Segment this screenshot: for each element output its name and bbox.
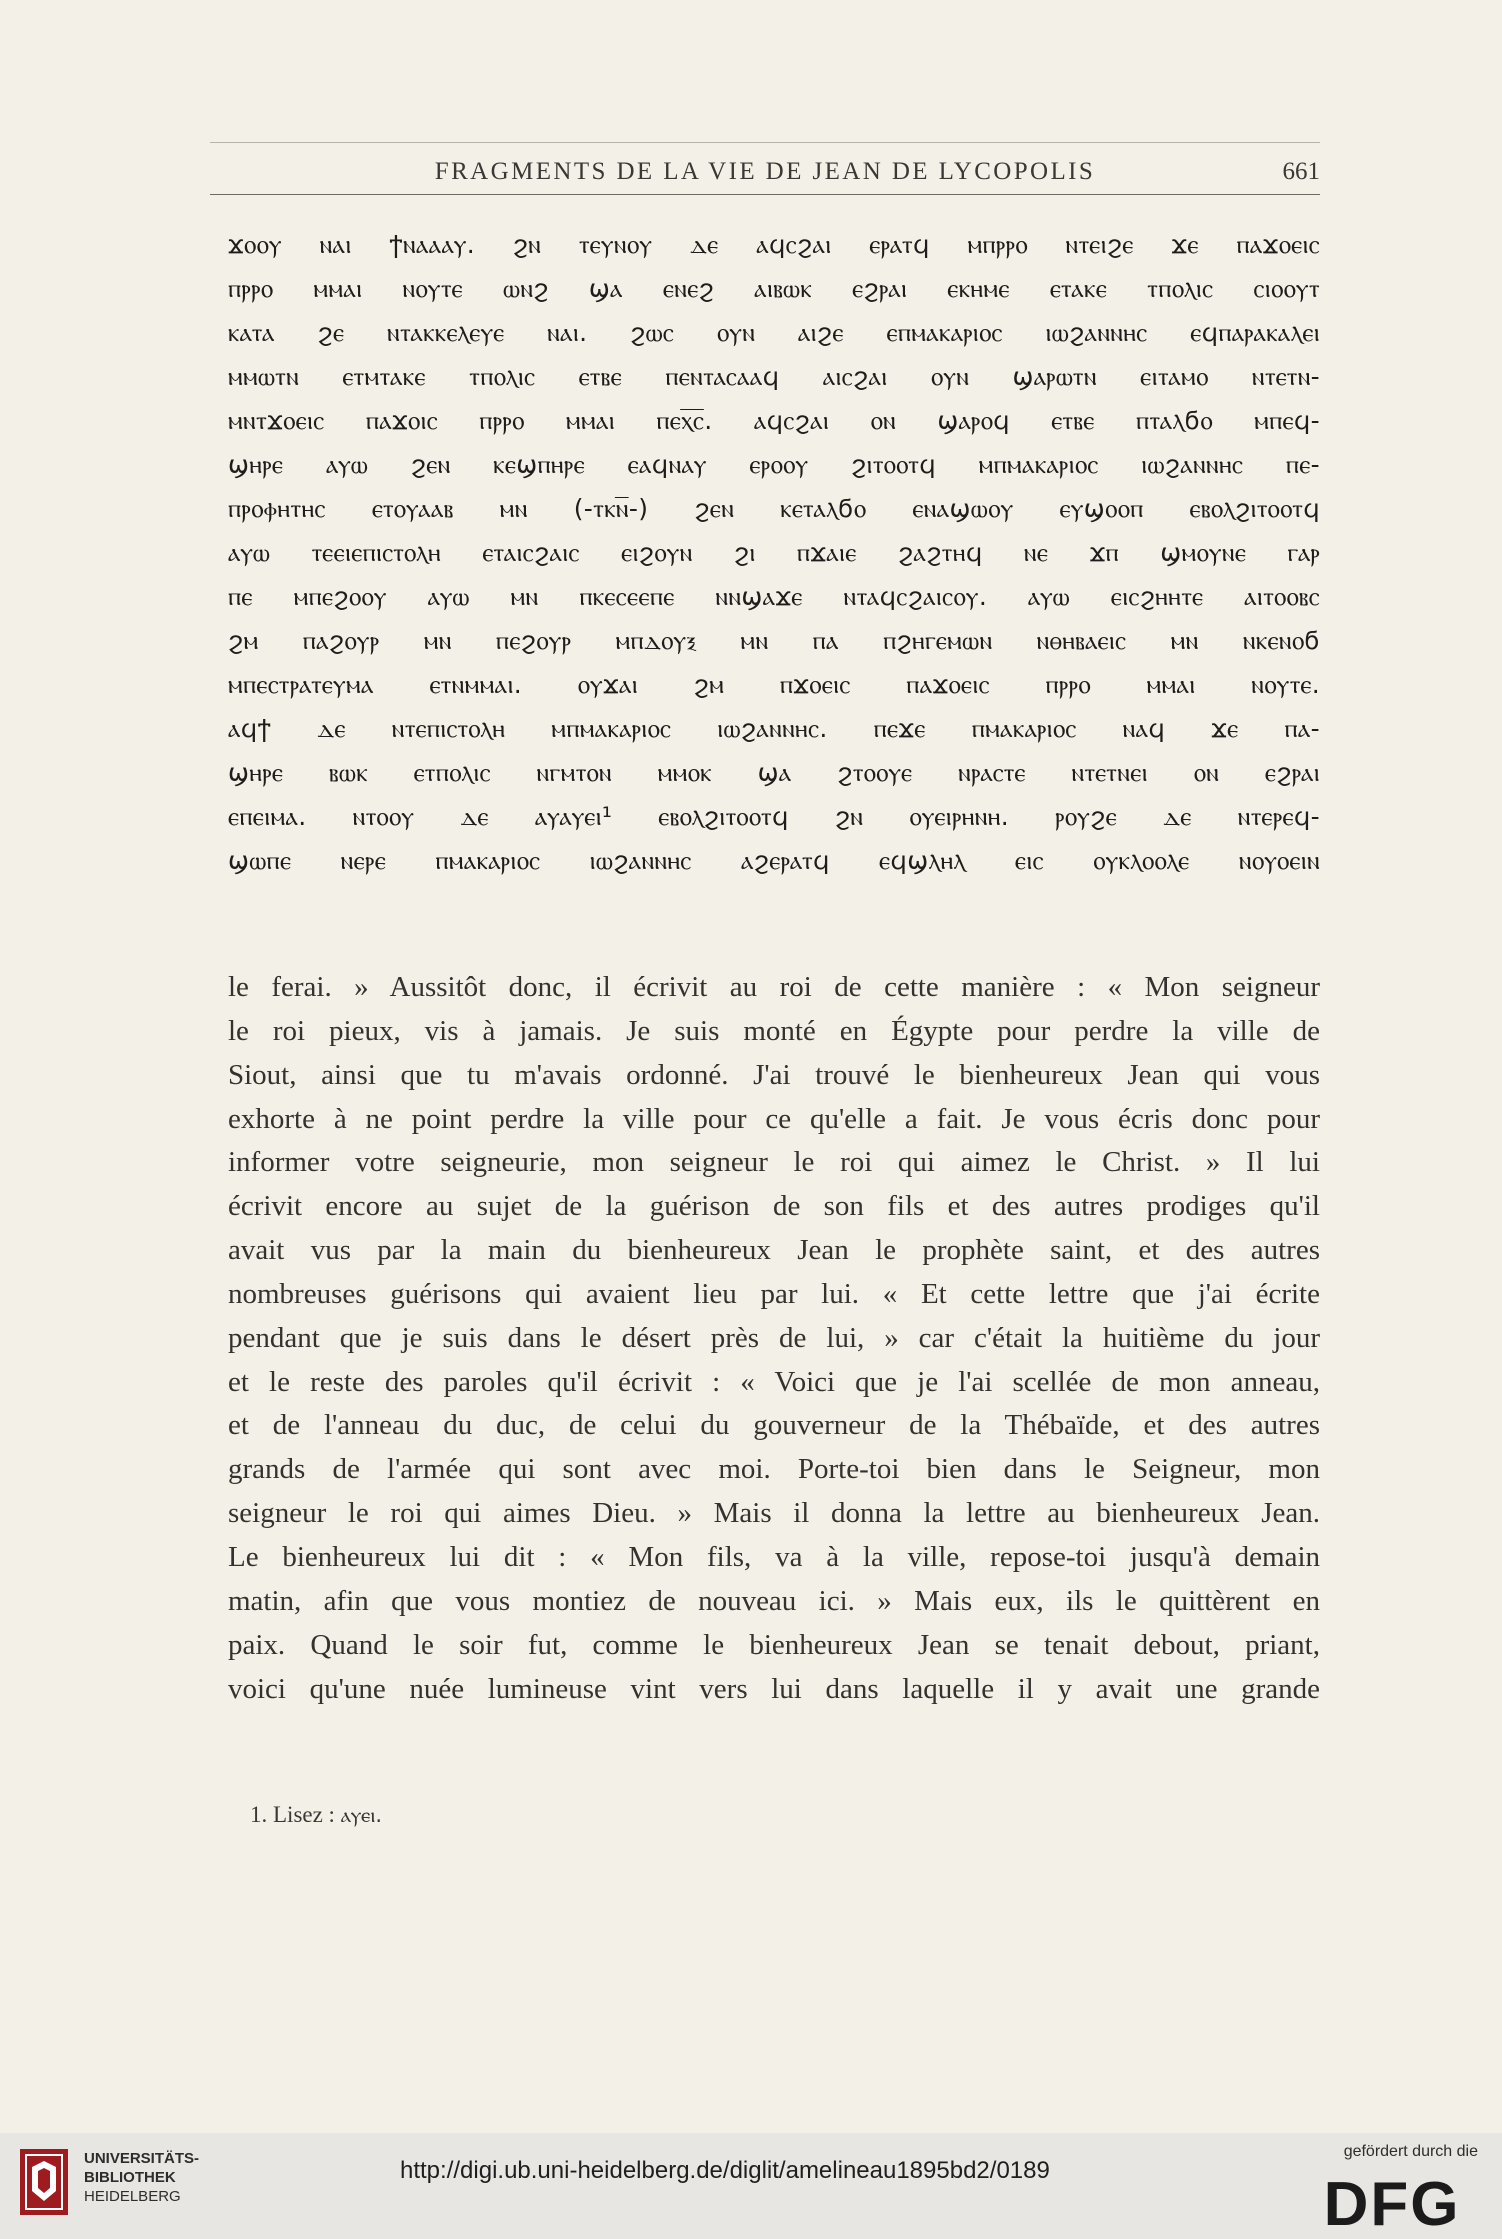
translation-line: avait vus par la main du bienheureux Jean le prophète saint, et des autres [228, 1234, 1320, 1267]
university-seal-icon [18, 2147, 70, 2217]
coptic-line: ⲡⲣⲟⲫⲏⲧⲏⲥ ⲉⲧⲟⲩⲁⲁⲃ ⲙⲛ (-ⲧⲕⲛ̅-) ϩⲉⲛ ⲕⲉⲧⲁⲗϭⲟ ⲉⲛⲁϣⲱⲟⲩ ⲉⲩϣⲟⲟⲡ ⲉⲃⲟⲗϩⲓⲧⲟⲟⲧϥ [228, 494, 1320, 523]
library-name-line: UNIVERSITÄTS- [84, 2150, 200, 2167]
dfg-logo [1306, 2173, 1478, 2231]
coptic-line: ϣⲱⲡⲉ ⲛⲉⲣⲉ ⲡⲙⲁⲕⲁⲣⲓⲟⲥ ⲓⲱϩⲁⲛⲛⲏⲥ ⲁϩⲉⲣⲁⲧϥ ⲉϥϣⲗⲏⲗ ⲉⲓⲥ ⲟⲩⲕⲗⲟⲟⲗⲉ ⲛⲟⲩⲟⲉⲓⲛ [228, 846, 1320, 875]
translation-line: nombreuses guérisons qui avaient lieu par lui. « Et cette lettre que j'ai écrite [228, 1277, 1320, 1310]
translation-line: le roi pieux, vis à jamais. Je suis monté en Égypte pour perdre la ville de [228, 1014, 1320, 1047]
coptic-text-block [228, 223, 1320, 883]
coptic-line: ⲁϥϯ ⲇⲉ ⲛⲧⲉⲡⲓⲥⲧⲟⲗⲏ ⲙⲡⲙⲁⲕⲁⲣⲓⲟⲥ ⲓⲱϩⲁⲛⲛⲏⲥ. ⲡⲉϫⲉ ⲡⲙⲁⲕⲁⲣⲓⲟⲥ ⲛⲁϥ ϫⲉ ⲡⲁ- [228, 714, 1320, 743]
coptic-line: ⲉⲡⲉⲓⲙⲁ. ⲛⲧⲟⲟⲩ ⲇⲉ ⲁⲩⲁⲩⲉⲓ¹ ⲉⲃⲟⲗϩⲓⲧⲟⲟⲧϥ ϩⲛ ⲟⲩⲉⲓⲣⲏⲛⲏ. ⲣⲟⲩϩⲉ ⲇⲉ ⲛⲧⲉⲣⲉϥ- [228, 802, 1320, 831]
coptic-line: ⲕⲁⲧⲁ ϩⲉ ⲛⲧⲁⲕⲕⲉⲗⲉⲩⲉ ⲛⲁⲓ. ϩⲱⲥ ⲟⲩⲛ ⲁⲓϩⲉ ⲉⲡⲙⲁⲕⲁⲣⲓⲟⲥ ⲓⲱϩⲁⲛⲛⲏⲥ ⲉϥⲡⲁⲣⲁⲕⲁⲗⲉⲓ [228, 318, 1320, 347]
translation-line: pendant que je suis dans le désert près de lui, » car c'était la huitième du jour [228, 1321, 1320, 1354]
translation-line: et le reste des paroles qu'il écrivit : « Voici que je l'ai scellée de mon anneau, [228, 1365, 1320, 1398]
translation-line: voici qu'une nuée lumineuse vint vers lui dans laquelle il y avait une grande [228, 1672, 1320, 1705]
translation-line: Le bienheureux lui dit : « Mon fils, va à la ville, repose-toi jusqu'à demain [228, 1540, 1320, 1573]
running-head [210, 150, 1320, 195]
translation-line: informer votre seigneurie, mon seigneur le roi qui aimez le Christ. » Il lui [228, 1146, 1320, 1179]
digitization-footer [0, 2133, 1502, 2239]
source-url-link[interactable]: http://digi.ub.uni-heidelberg.de/diglit/amelineau1895bd2/0189 [400, 2157, 1050, 2184]
coptic-line: ⲁⲩⲱ ⲧⲉⲉⲓⲉⲡⲓⲥⲧⲟⲗⲏ ⲉⲧⲁⲓⲥϩⲁⲓⲥ ⲉⲓϩⲟⲩⲛ ϩⲓ ⲡϫⲁⲓⲉ ϩⲁϩⲧⲏϥ ⲛⲉ ϫⲡ ϣⲙⲟⲩⲛⲉ ⲅⲁⲣ [228, 538, 1320, 567]
coptic-line: ϫⲟⲟⲩ ⲛⲁⲓ ϯⲛⲁⲁⲁⲩ. ϩⲛ ⲧⲉⲩⲛⲟⲩ ⲇⲉ ⲁϥⲥϩⲁⲓ ⲉⲣⲁⲧϥ ⲙⲡⲣⲣⲟ ⲛⲧⲉⲓϩⲉ ϫⲉ ⲡⲁϫⲟⲉⲓⲥ [228, 230, 1320, 259]
translation-line: grands de l'armée qui sont avec moi. Porte-toi bien dans le Seigneur, mon [228, 1453, 1320, 1486]
dfg-logo-text: DFG [1323, 2173, 1461, 2231]
funded-by-label: gefördert durch die [1343, 2143, 1478, 2160]
top-rule [210, 142, 1320, 143]
library-name [84, 2149, 199, 2206]
footnote-label: 1. Lisez : [250, 1802, 341, 1827]
coptic-line: ⲡⲣⲣⲟ ⲙⲙⲁⲓ ⲛⲟⲩⲧⲉ ⲱⲛϩ ϣⲁ ⲉⲛⲉϩ ⲁⲓⲃⲱⲕ ⲉϩⲣⲁⲓ ⲉⲕⲏⲙⲉ ⲉⲧⲁⲕⲉ ⲧⲡⲟⲗⲓⲥ ⲥⲓⲟⲟⲩⲧ [228, 274, 1320, 303]
translation-line: exhorte à ne point perdre la ville pour ce qu'elle a fait. Je vous écris donc pour [228, 1102, 1320, 1135]
page-number: 661 [1282, 158, 1320, 185]
coptic-line: ⲙⲙⲱⲧⲛ ⲉⲧⲙⲧⲁⲕⲉ ⲧⲡⲟⲗⲓⲥ ⲉⲧⲃⲉ ⲡⲉⲛⲧⲁⲥⲁⲁϥ ⲁⲓⲥϩⲁⲓ ⲟⲩⲛ ϣⲁⲣⲱⲧⲛ ⲉⲓⲧⲁⲙⲟ ⲛⲧⲉⲧⲛ- [228, 362, 1320, 391]
translation-line: paix. Quand le soir fut, comme le bienheureux Jean se tenait debout, priant, [228, 1628, 1320, 1661]
translation-line: Siout, ainsi que tu m'avais ordonné. J'ai trouvé le bienheureux Jean qui vous [228, 1058, 1320, 1091]
translation-line: seigneur le roi qui aimes Dieu. » Mais il donna la lettre au bienheureux Jean. [228, 1497, 1320, 1530]
running-title: FRAGMENTS DE LA VIE DE JEAN DE LYCOPOLIS [434, 158, 1096, 185]
library-name-line: HEIDELBERG [84, 2188, 181, 2205]
coptic-line: ⲡⲉ ⲙⲡⲉϩⲟⲟⲩ ⲁⲩⲱ ⲙⲛ ⲡⲕⲉⲥⲉⲉⲡⲉ ⲛⲛϣⲁϫⲉ ⲛⲧⲁϥⲥϩⲁⲓⲥⲟⲩ. ⲁⲩⲱ ⲉⲓⲥϩⲏⲏⲧⲉ ⲁⲓⲧⲟⲟⲃⲥ [228, 582, 1320, 611]
translation-line: et de l'anneau du duc, de celui du gouverneur de la Thébaïde, et des autres [228, 1409, 1320, 1442]
footnote-coptic-word: ⲁⲩⲉⲓ. [340, 1803, 383, 1827]
translation-line: le ferai. » Aussitôt donc, il écrivit au roi de cette manière : « Mon seigneur [228, 971, 1320, 1003]
translation-line: matin, afin que vous montiez de nouveau ici. » Mais eux, ils le quittèrent en [228, 1584, 1320, 1617]
coptic-line: ϣⲏⲣⲉ ⲁⲩⲱ ϩⲉⲛ ⲕⲉϣⲡⲏⲣⲉ ⲉⲁϥⲛⲁⲩ ⲉⲣⲟⲟⲩ ϩⲓⲧⲟⲟⲧϥ ⲙⲡⲙⲁⲕⲁⲣⲓⲟⲥ ⲓⲱϩⲁⲛⲛⲏⲥ ⲡⲉ- [228, 450, 1320, 479]
coptic-line: ϣⲏⲣⲉ ⲃⲱⲕ ⲉⲧⲡⲟⲗⲓⲥ ⲛⲅⲙⲧⲟⲛ ⲙⲙⲟⲕ ϣⲁ ϩⲧⲟⲟⲩⲉ ⲛⲣⲁⲥⲧⲉ ⲛⲧⲉⲧⲛⲉⲓ ⲟⲛ ⲉϩⲣⲁⲓ [228, 758, 1320, 787]
coptic-line: ϩⲙ ⲡⲁϩⲟⲩⲣ ⲙⲛ ⲡⲉϩⲟⲩⲣ ⲙⲡⲇⲟⲩⲝ ⲙⲛ ⲡⲁ ⲡϩⲏⲅⲉⲙⲱⲛ ⲛⲑⲏⲃⲁⲉⲓⲥ ⲙⲛ ⲛⲕⲉⲛⲟϭ [228, 626, 1320, 655]
translation-line: écrivit encore au sujet de la guérison de son fils et des autres prodiges qu'il [228, 1190, 1320, 1223]
footnote [250, 1802, 382, 1828]
coptic-line: ⲙⲡⲉⲥⲧⲣⲁⲧⲉⲩⲙⲁ ⲉⲧⲛⲙⲙⲁⲓ. ⲟⲩϫⲁⲓ ϩⲙ ⲡϫⲟⲉⲓⲥ ⲡⲁϫⲟⲉⲓⲥ ⲡⲣⲣⲟ ⲙⲙⲁⲓ ⲛⲟⲩⲧⲉ. [228, 670, 1320, 699]
library-name-line: BIBLIOTHEK [84, 2169, 176, 2186]
french-translation [228, 966, 1320, 1711]
coptic-line: ⲙⲛⲧϫⲟⲉⲓⲥ ⲡⲁϫⲟⲓⲥ ⲡⲣⲣⲟ ⲙⲙⲁⲓ ⲡⲉⲭ̅ⲥ̅. ⲁϥⲥϩⲁⲓ ⲟⲛ ϣⲁⲣⲟϥ ⲉⲧⲃⲉ ⲡⲧⲁⲗϭⲟ ⲙⲡⲉϥ- [228, 406, 1320, 435]
